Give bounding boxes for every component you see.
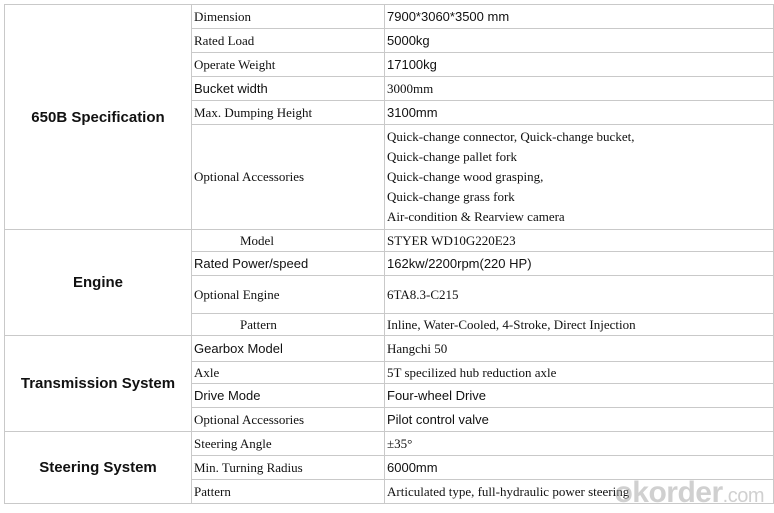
accessory-line: Quick-change pallet fork bbox=[387, 149, 517, 164]
accessory-line: Air-condition & Rearview camera bbox=[387, 209, 565, 224]
table-row bbox=[5, 432, 774, 456]
row-value-operate-weight: 17100kg bbox=[385, 53, 774, 77]
section-title-steering-system: Steering System bbox=[5, 432, 192, 504]
accessory-line: Quick-change wood grasping, bbox=[387, 169, 544, 184]
row-label-model: Model bbox=[192, 230, 385, 252]
row-value-optional-accessories bbox=[385, 125, 774, 230]
row-value-max-dumping-height: 3100mm bbox=[385, 101, 774, 125]
row-value-dimension: 7900*3060*3500 mm bbox=[385, 5, 774, 29]
row-value-min-turning-radius: 6000mm bbox=[385, 456, 774, 480]
row-value-rated-load: 5000kg bbox=[385, 29, 774, 53]
row-label-drive-mode: Drive Mode bbox=[192, 384, 385, 408]
row-label-rated-load: Rated Load bbox=[192, 29, 385, 53]
section-title-650b-specification: 650B Specification bbox=[5, 5, 192, 230]
row-label-max-dumping-height: Max. Dumping Height bbox=[192, 101, 385, 125]
row-value-axle: 5T specilized hub reduction axle bbox=[385, 362, 774, 384]
accessory-line: Quick-change connector, Quick-change bucket, bbox=[387, 129, 635, 144]
row-value-gearbox-model: Hangchi 50 bbox=[385, 336, 774, 362]
row-label-rated-power-speed: Rated Power/speed bbox=[192, 252, 385, 276]
row-label-optional-accessories-transmission: Optional Accessories bbox=[192, 408, 385, 432]
section-title-transmission-system: Transmission System bbox=[5, 336, 192, 432]
row-value-model: STYER WD10G220E23 bbox=[385, 230, 774, 252]
spec-table bbox=[4, 4, 774, 504]
table-row bbox=[5, 5, 774, 29]
row-value-pattern-steering: Articulated type, full-hydraulic power steering bbox=[385, 480, 774, 504]
row-label-steering-angle: Steering Angle bbox=[192, 432, 385, 456]
row-value-steering-angle: ±35° bbox=[385, 432, 774, 456]
row-label-operate-weight: Operate Weight bbox=[192, 53, 385, 77]
accessory-line: Quick-change grass fork bbox=[387, 189, 515, 204]
table-row bbox=[5, 230, 774, 252]
section-title-engine: Engine bbox=[5, 230, 192, 336]
row-label-min-turning-radius: Min. Turning Radius bbox=[192, 456, 385, 480]
row-label-bucket-width: Bucket width bbox=[192, 77, 385, 101]
table-row bbox=[5, 336, 774, 362]
row-value-bucket-width: 3000mm bbox=[385, 77, 774, 101]
row-value-rated-power-speed: 162kw/2200rpm(220 HP) bbox=[385, 252, 774, 276]
row-value-pattern: Inline, Water-Cooled, 4-Stroke, Direct Injection bbox=[385, 314, 774, 336]
row-label-axle: Axle bbox=[192, 362, 385, 384]
row-value-pilot-control-valve: Pilot control valve bbox=[385, 408, 774, 432]
row-label-gearbox-model: Gearbox Model bbox=[192, 336, 385, 362]
row-label-optional-engine: Optional Engine bbox=[192, 276, 385, 314]
okorder-watermark: okorder.com bbox=[614, 476, 764, 509]
row-label-dimension: Dimension bbox=[192, 5, 385, 29]
row-value-optional-engine: 6TA8.3-C215 bbox=[385, 276, 774, 314]
row-label-optional-accessories: Optional Accessories bbox=[192, 125, 385, 230]
row-label-pattern-steering: Pattern bbox=[192, 480, 385, 504]
row-label-pattern: Pattern bbox=[192, 314, 385, 336]
row-value-drive-mode: Four-wheel Drive bbox=[385, 384, 774, 408]
